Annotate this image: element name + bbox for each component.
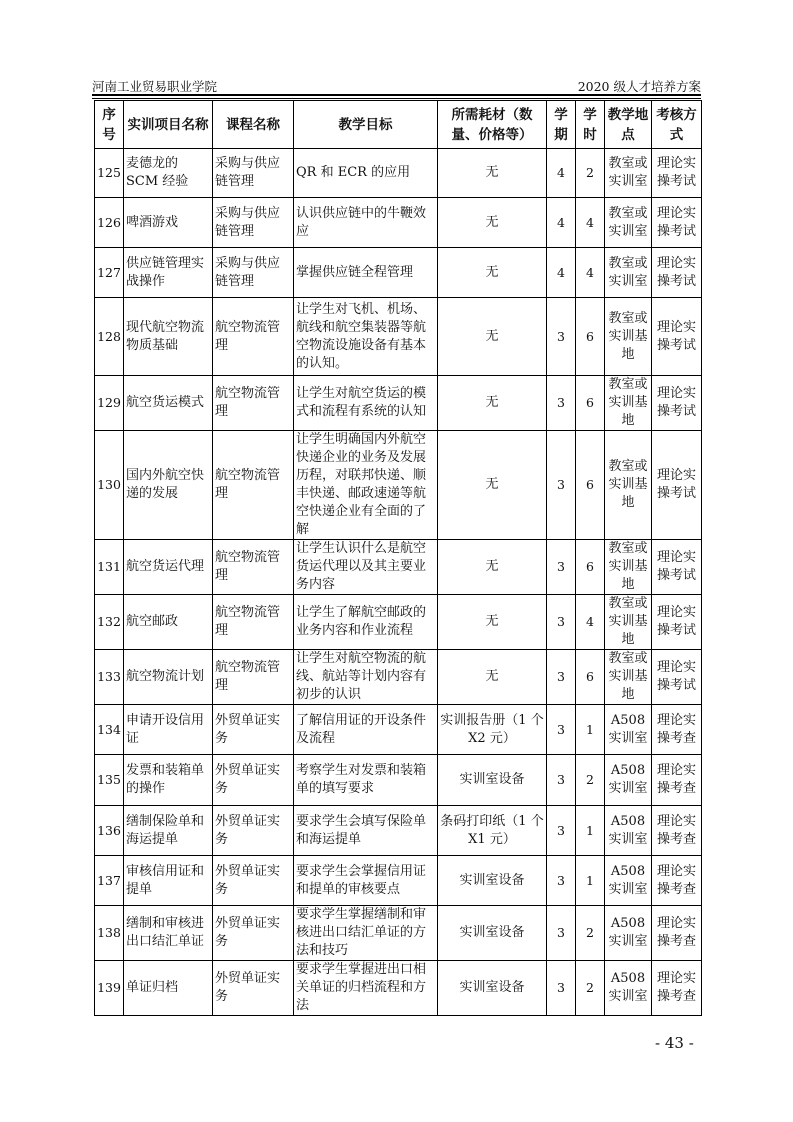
cell-material: 实训室设备: [438, 961, 547, 1016]
cell-item: 缮制保险单和海运提单: [124, 806, 213, 856]
cell-exam: 理论实操考试: [652, 149, 702, 198]
cell-term: 3: [547, 755, 576, 806]
cell-goal: 让学生对航空货运的模式和流程有系统的认知: [294, 376, 438, 431]
cell-course: 采购与供应链管理: [213, 198, 294, 248]
cell-seq: 134: [95, 705, 124, 755]
cell-material: 无: [438, 431, 547, 540]
cell-hours: 4: [576, 595, 605, 650]
cell-item: 单证归档: [124, 961, 213, 1016]
cell-exam: 理论实操考试: [652, 248, 702, 298]
cell-place: 教室或实训室: [605, 198, 652, 248]
cell-term: 3: [547, 298, 576, 376]
cell-exam: 理论实操考试: [652, 431, 702, 540]
cell-item: 航空货运模式: [124, 376, 213, 431]
cell-goal: 考察学生对发票和装箱单的填写要求: [294, 755, 438, 806]
cell-place: A508 实训室: [605, 705, 652, 755]
page-number: - 43 -: [655, 1034, 694, 1052]
cell-course: 航空物流管理: [213, 431, 294, 540]
table-row: [95, 755, 702, 806]
cell-goal: 要求学生会填写保险单和海运提单: [294, 806, 438, 856]
cell-exam: 理论实操考试: [652, 298, 702, 376]
cell-course: 外贸单证实务: [213, 755, 294, 806]
cell-course: 采购与供应链管理: [213, 248, 294, 298]
table-row: [95, 376, 702, 431]
cell-place: 教室或实训基地: [605, 298, 652, 376]
cell-seq: 131: [95, 540, 124, 595]
cell-seq: 127: [95, 248, 124, 298]
table-row: [95, 248, 702, 298]
cell-course: 航空物流管理: [213, 298, 294, 376]
header-hours: 学时: [576, 101, 605, 149]
cell-exam: 理论实操考查: [652, 906, 702, 961]
cell-hours: 2: [576, 755, 605, 806]
table-row: [95, 650, 702, 705]
cell-seq: 138: [95, 906, 124, 961]
table-row: [95, 149, 702, 198]
cell-place: 教室或实训基地: [605, 540, 652, 595]
cell-exam: 理论实操考查: [652, 856, 702, 906]
cell-goal: 让学生对航空物流的航线、航站等计划内容有初步的认识: [294, 650, 438, 705]
cell-seq: 125: [95, 149, 124, 198]
cell-hours: 6: [576, 540, 605, 595]
cell-material: 实训室设备: [438, 856, 547, 906]
cell-exam: 理论实操考试: [652, 540, 702, 595]
cell-exam: 理论实操考试: [652, 376, 702, 431]
plan-title: 2020 级人才培养方案: [577, 79, 701, 94]
cell-material: 条码打印纸（1 个 X1 元）: [438, 806, 547, 856]
cell-material: 无: [438, 376, 547, 431]
table-row: [95, 906, 702, 961]
cell-term: 4: [547, 149, 576, 198]
table-row: [95, 961, 702, 1016]
table-row: [95, 806, 702, 856]
cell-place: 教室或实训室: [605, 248, 652, 298]
table-row: [95, 298, 702, 376]
header-material: 所需耗材（数量、价格等）: [438, 101, 547, 149]
cell-goal: 让学生认识什么是航空货运代理以及其主要业务内容: [294, 540, 438, 595]
cell-term: 3: [547, 431, 576, 540]
header-exam: 考核方式: [652, 101, 702, 149]
cell-exam: 理论实操考查: [652, 705, 702, 755]
header-term: 学期: [547, 101, 576, 149]
table-row: [95, 540, 702, 595]
cell-seq: 128: [95, 298, 124, 376]
cell-place: 教室或实训基地: [605, 376, 652, 431]
cell-item: 缮制和审核进出口结汇单证: [124, 906, 213, 961]
cell-seq: 137: [95, 856, 124, 906]
cell-seq: 129: [95, 376, 124, 431]
cell-exam: 理论实操考查: [652, 961, 702, 1016]
cell-course: 外贸单证实务: [213, 806, 294, 856]
cell-place: A508 实训室: [605, 806, 652, 856]
table-row: [95, 856, 702, 906]
cell-course: 外贸单证实务: [213, 705, 294, 755]
cell-goal: 要求学生会掌握信用证和提单的审核要点: [294, 856, 438, 906]
cell-seq: 136: [95, 806, 124, 856]
cell-item: 麦德龙的 SCM 经验: [124, 149, 213, 198]
school-name: 河南工业贸易职业学院: [92, 79, 218, 94]
cell-goal: 让学生对飞机、机场、航线和航空集装器等航空物流设施设备有基本的认知。: [294, 298, 438, 376]
cell-hours: 2: [576, 961, 605, 1016]
cell-term: 3: [547, 376, 576, 431]
cell-term: 3: [547, 961, 576, 1016]
cell-hours: 6: [576, 376, 605, 431]
cell-exam: 理论实操考试: [652, 198, 702, 248]
cell-hours: 2: [576, 149, 605, 198]
header-item: 实训项目名称: [124, 101, 213, 149]
cell-item: 审核信用证和提单: [124, 856, 213, 906]
cell-course: 航空物流管理: [213, 595, 294, 650]
cell-goal: QR 和 ECR 的应用: [294, 149, 438, 198]
cell-term: 3: [547, 806, 576, 856]
cell-place: 教室或实训基地: [605, 650, 652, 705]
cell-material: 无: [438, 248, 547, 298]
cell-course: 航空物流管理: [213, 376, 294, 431]
cell-goal: 掌握供应链全程管理: [294, 248, 438, 298]
cell-place: 教室或实训基地: [605, 595, 652, 650]
header-rule-thin: [92, 98, 701, 99]
cell-goal: 认识供应链中的牛鞭效应: [294, 198, 438, 248]
cell-goal: 要求学生掌握缮制和审核进出口结汇单证的方法和技巧: [294, 906, 438, 961]
cell-item: 发票和装箱单的操作: [124, 755, 213, 806]
cell-hours: 1: [576, 705, 605, 755]
cell-goal: 让学生明确国内外航空快递企业的业务及发展历程，对联邦快递、顺丰快递、邮政速递等航空快递企业有全面的了解: [294, 431, 438, 540]
cell-hours: 1: [576, 806, 605, 856]
header-goal: 教学目标: [294, 101, 438, 149]
cell-material: 实训室设备: [438, 755, 547, 806]
cell-term: 3: [547, 650, 576, 705]
page-header: [92, 77, 701, 93]
cell-course: 采购与供应链管理: [213, 149, 294, 198]
cell-hours: 4: [576, 248, 605, 298]
header-place: 教学地点: [605, 101, 652, 149]
cell-term: 3: [547, 856, 576, 906]
cell-item: 啤酒游戏: [124, 198, 213, 248]
cell-item: 供应链管理实战操作: [124, 248, 213, 298]
cell-seq: 130: [95, 431, 124, 540]
table-row: [95, 198, 702, 248]
cell-term: 3: [547, 906, 576, 961]
cell-material: 无: [438, 149, 547, 198]
cell-seq: 132: [95, 595, 124, 650]
cell-place: A508 实训室: [605, 755, 652, 806]
cell-course: 外贸单证实务: [213, 906, 294, 961]
cell-place: A508 实训室: [605, 961, 652, 1016]
cell-place: 教室或实训室: [605, 149, 652, 198]
table-header-row: [95, 101, 702, 149]
cell-goal: 要求学生掌握进出口相关单证的归档流程和方法: [294, 961, 438, 1016]
cell-place: A508 实训室: [605, 906, 652, 961]
header-rule-thick: [92, 94, 701, 96]
cell-material: 实训室设备: [438, 906, 547, 961]
cell-place: 教室或实训基地: [605, 431, 652, 540]
cell-material: 无: [438, 198, 547, 248]
cell-item: 航空物流计划: [124, 650, 213, 705]
header-course: 课程名称: [213, 101, 294, 149]
cell-seq: 135: [95, 755, 124, 806]
cell-course: 航空物流管理: [213, 650, 294, 705]
cell-item: 航空邮政: [124, 595, 213, 650]
cell-item: 航空货运代理: [124, 540, 213, 595]
cell-item: 现代航空物流物质基础: [124, 298, 213, 376]
cell-hours: 6: [576, 650, 605, 705]
cell-term: 4: [547, 248, 576, 298]
cell-seq: 126: [95, 198, 124, 248]
training-table: [94, 100, 702, 1016]
cell-hours: 6: [576, 298, 605, 376]
cell-material: 无: [438, 540, 547, 595]
cell-material: 无: [438, 298, 547, 376]
cell-hours: 6: [576, 431, 605, 540]
header-seq: 序号: [95, 101, 124, 149]
cell-item: 申请开设信用证: [124, 705, 213, 755]
cell-exam: 理论实操考试: [652, 595, 702, 650]
cell-term: 3: [547, 540, 576, 595]
cell-hours: 4: [576, 198, 605, 248]
cell-term: 3: [547, 595, 576, 650]
table-row: [95, 705, 702, 755]
cell-hours: 1: [576, 856, 605, 906]
cell-material: 无: [438, 650, 547, 705]
cell-course: 外贸单证实务: [213, 961, 294, 1016]
table-row: [95, 595, 702, 650]
cell-hours: 2: [576, 906, 605, 961]
cell-term: 3: [547, 705, 576, 755]
cell-exam: 理论实操考查: [652, 806, 702, 856]
cell-course: 外贸单证实务: [213, 856, 294, 906]
cell-exam: 理论实操考试: [652, 650, 702, 705]
cell-term: 4: [547, 198, 576, 248]
cell-seq: 139: [95, 961, 124, 1016]
cell-material: 实训报告册（1 个 X2 元）: [438, 705, 547, 755]
cell-goal: 了解信用证的开设条件及流程: [294, 705, 438, 755]
table-row: [95, 431, 702, 540]
cell-goal: 让学生了解航空邮政的业务内容和作业流程: [294, 595, 438, 650]
cell-seq: 133: [95, 650, 124, 705]
cell-course: 航空物流管理: [213, 540, 294, 595]
cell-item: 国内外航空快递的发展: [124, 431, 213, 540]
cell-place: A508 实训室: [605, 856, 652, 906]
cell-exam: 理论实操考查: [652, 755, 702, 806]
cell-material: 无: [438, 595, 547, 650]
